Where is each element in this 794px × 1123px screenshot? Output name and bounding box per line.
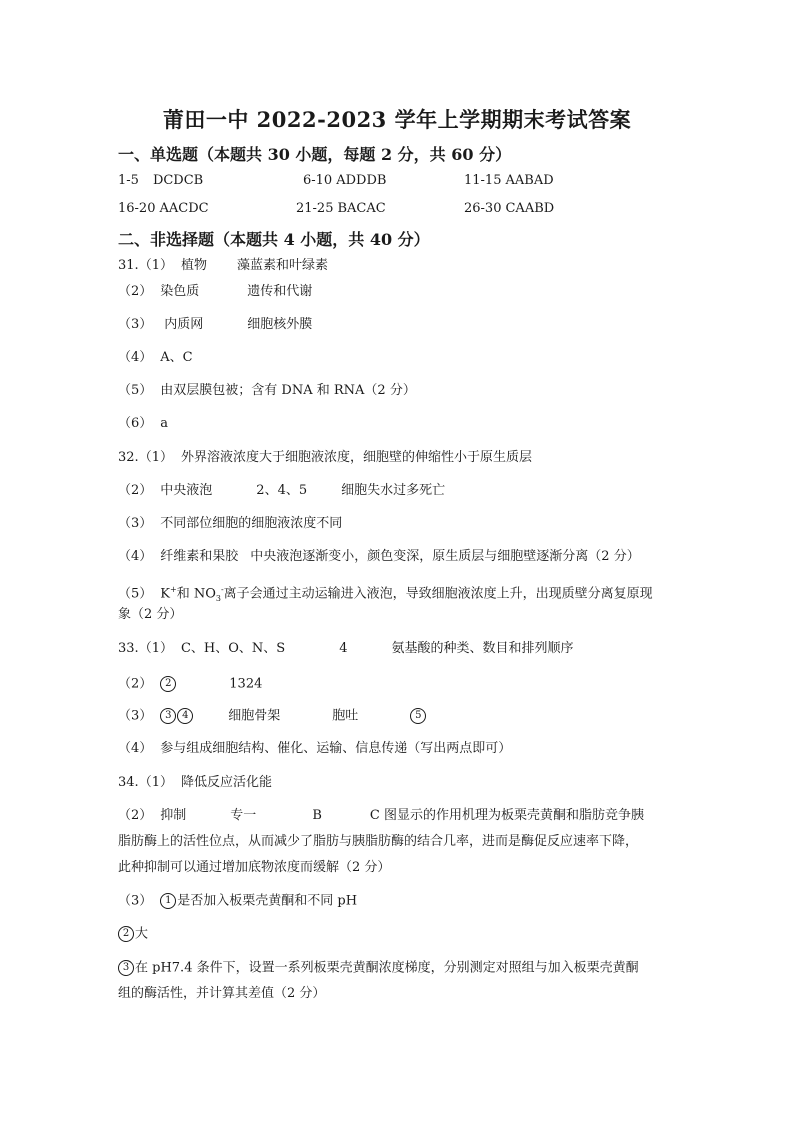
circled-number-2: 2 (118, 926, 134, 942)
q32-part2: （2） 中央液泡 2、4、5 细胞失水过多死亡 (118, 483, 446, 498)
q34-part2-line3: 此种抑制可以通过增加底物浓度而缓解（2 分） (118, 860, 391, 875)
circled-number-1: 1 (160, 893, 176, 909)
q34-part3-sub3: 3 在 pH7.4 条件下，设置一系列板栗壳黄酮浓度梯度，分别测定对照组与加入板栗壳黄酮 (118, 960, 639, 977)
circled-number-3: 3 (118, 960, 134, 976)
mc-answer-6-10: 6-10 ADDDB (303, 173, 387, 188)
q32-part5: （5） K+和 $NO_3^-$离子会通过主动运输进入液泡，导致细胞液浓度上升，出现质壁分离复原现 (118, 585, 653, 603)
q31-part6: （6） a (118, 416, 169, 431)
q31-part4: （4） A、C (118, 350, 193, 365)
q31-part5: （5） 由双层膜包被；含有 DNA 和 RNA（2 分） (118, 383, 416, 398)
circled-number-3: 3 (160, 708, 176, 724)
mc-answer-16-20: 16-20 AACDC (118, 201, 209, 216)
q34-part2: （2） 抑制 专一 B C 图显示的作用机理为板栗壳黄酮和脂肪竞争胰 (118, 808, 644, 823)
mc-answer-21-25: 21-25 BACAC (296, 201, 386, 216)
q33-part4: （4） 参与组成细胞结构、催化、运输、信息传递（写出两点即可） (118, 741, 512, 756)
q32-part5-continued: 象（2 分） (118, 607, 183, 622)
section-heading-non-choice: 二、非选择题（本题共 4 小题，共 40 分） (118, 230, 430, 249)
q31-part1: 31.（1） 植物 藻蓝素和叶绿素 (118, 258, 328, 273)
mc-answer-11-15: 11-15 AABAD (464, 173, 554, 188)
circled-number-2: 2 (160, 676, 176, 692)
q32-part1: 32.（1） 外界溶液浓度大于细胞液浓度，细胞壁的伸缩性小于原生质层 (118, 450, 532, 465)
q34-part3: （3） 1 是否加入板栗壳黄酮和不同 pH (118, 893, 358, 909)
q31-part2: （2） 染色质 遗传和代谢 (118, 284, 313, 299)
q33-part1: 33.（1） C、H、O、N、S 4 氨基酸的种类、数目和排列顺序 (118, 641, 574, 656)
mc-answer-1-5: 1-5 DCDCB (118, 173, 204, 188)
page-title: 莆田一中 2022-2023 学年上学期期末考试答案 (162, 107, 632, 132)
q34-part3-sub2: 2 大 (118, 926, 148, 943)
section-heading-single-choice: 一、单选题（本题共 30 小题，每题 2 分，共 60 分） (118, 145, 512, 164)
q32-part4: （4） 纤维素和果胶 中央液泡逐渐变小，颜色变深，原生质层与细胞壁逐渐分离（2 分） (118, 549, 640, 564)
circled-number-5: 5 (410, 708, 426, 724)
q32-part3: （3） 不同部位细胞的细胞液浓度不同 (118, 516, 343, 531)
mc-answer-26-30: 26-30 CAABD (464, 201, 555, 216)
q34-part3-sub3-continued: 组的酶活性，并计算其差值（2 分） (118, 986, 326, 1001)
q34-part1: 34.（1） 降低反应活化能 (118, 775, 272, 790)
q33-part3: （3） 3 4 细胞骨架 胞吐 5 (118, 708, 427, 725)
q31-part3: （3） 内质网 细胞核外膜 (118, 317, 313, 332)
circled-number-4: 4 (177, 708, 193, 724)
q33-part2: （2） 2 1324 (118, 676, 263, 692)
q34-part2-line2: 脂肪酶上的活性位点，从而减少了脂肪与胰脂肪酶的结合几率，进而是酶促反应速率下降， (118, 834, 639, 849)
